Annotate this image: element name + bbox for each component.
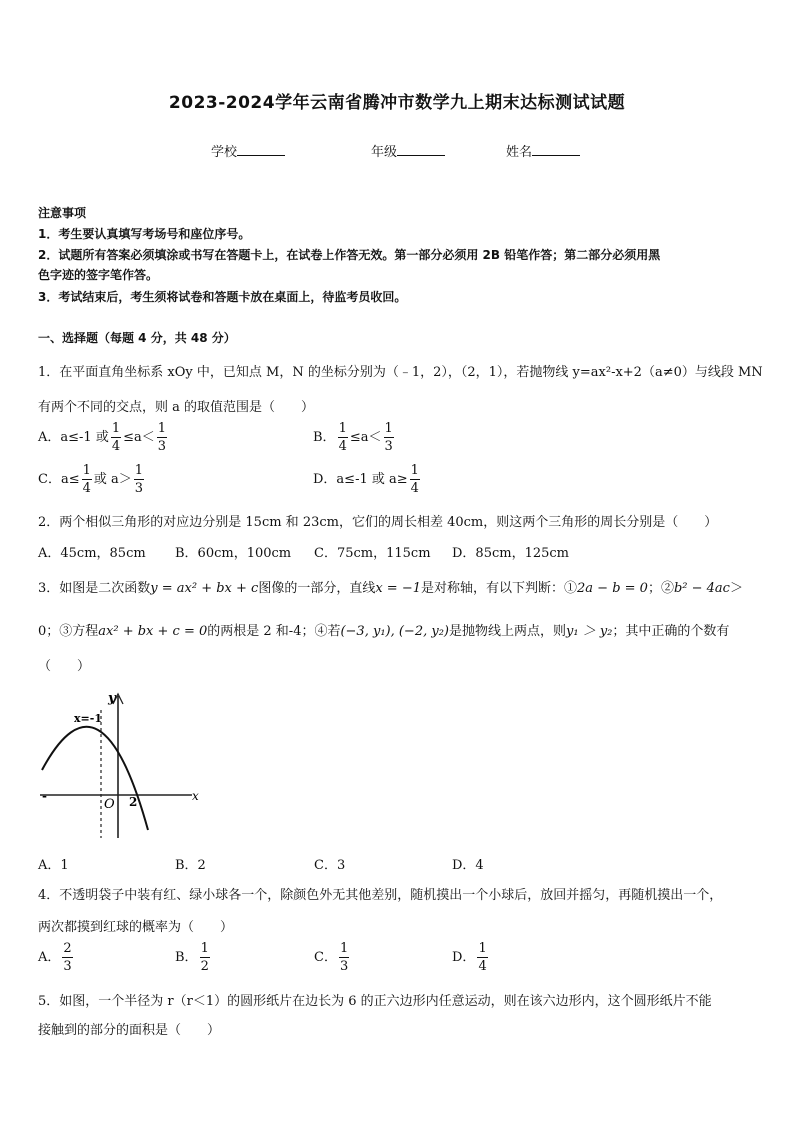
notice-item-2-cont: 色字迹的签字笔作答。 <box>38 268 159 282</box>
q4-stem-line2: 两次都摸到红球的概率为（ ） <box>38 920 234 935</box>
school-label: 学校 <box>211 145 238 160</box>
grade-field <box>371 141 445 160</box>
q2-option-c[interactable]: C．75cm，115cm <box>314 546 431 561</box>
q2-option-a[interactable]: A．45cm，85cm <box>38 546 146 561</box>
axis-equation-label: x=-1 <box>74 712 102 725</box>
school-blank <box>237 143 285 156</box>
q1-option-d[interactable]: D．a≤-1 或 a≥ $\frac{1}{4}$ <box>313 463 419 496</box>
q1-option-a[interactable]: A．a≤-1 或 $\frac{1}{4}$ ≤a＜ $\frac{1}{3}$ <box>38 421 167 454</box>
math-judgement-1: 2a − b = 0 <box>577 581 648 596</box>
math-axis: x = −1 <box>375 581 421 596</box>
q3-option-b[interactable]: B．2 <box>175 858 206 873</box>
grade-label: 年级 <box>371 145 398 160</box>
math-points: (−3, y₁), (−2, y₂) <box>340 624 449 639</box>
math-equation: ax² + bx + c = 0 <box>98 624 208 639</box>
q4-option-c[interactable]: C． $\frac{1}{3}$ <box>314 941 349 974</box>
fraction: $\frac{1}{4}$ <box>338 421 347 454</box>
fraction: $\frac{1}{4}$ <box>410 463 419 496</box>
x-axis-label: x <box>192 789 199 803</box>
q4-option-d[interactable]: D． $\frac{1}{4}$ <box>452 941 487 974</box>
fraction: $\frac{1}{3}$ <box>134 463 144 496</box>
notice-item-3: 3．考试结束后，考生须将试卷和答题卡放在桌面上，待监考员收回。 <box>38 290 407 304</box>
school-field <box>211 141 285 160</box>
q2-stem: 2．两个相似三角形的对应边分别是 15cm 和 23cm，它们的周长相差 40cm，则这两个三角形的周长分别是（ ） <box>38 515 718 530</box>
grade-blank <box>397 143 445 156</box>
q4-stem-line1: 4．不透明袋子中装有红、绿小球各一个，除颜色外无其他差别，随机摸出一个小球后，放回并摇匀，再随机摸出一个， <box>38 888 723 903</box>
name-field <box>506 141 580 160</box>
name-blank <box>532 143 580 156</box>
fraction: $\frac{1}{4}$ <box>478 941 487 974</box>
q5-stem-line2: 接触到的部分的面积是（ ） <box>38 1023 221 1038</box>
q3-stem-line2: 0；③方程ax² + bx + c = 0的两根是 2 和-4；④若(−3, y₁), (−2, y₂)是抛物线上两点，则y₁ ＞ y₂；其中正确的个数有 <box>38 624 730 639</box>
q2-option-d[interactable]: D．85cm，125cm <box>452 546 569 561</box>
q3-stem-line3: （ ） <box>38 659 91 674</box>
page-title: 2023-2024学年云南省腾冲市数学九上期末达标测试试题 <box>168 93 626 113</box>
notice-item-2: 2．试题所有答案必须填涂或书写在答题卡上，在试卷上作答无效。第一部分必须用 2B 铅笔作答；第二部分必须用黑 <box>38 248 661 262</box>
notice-item-1: 1．考生要认真填写考场号和座位序号。 <box>38 227 251 241</box>
fraction: $\frac{1}{4}$ <box>82 463 91 496</box>
fraction: $\frac{1}{2}$ <box>200 941 209 974</box>
notice-heading: 注意事项 <box>38 206 87 220</box>
name-label: 姓名 <box>506 145 533 160</box>
q3-option-c[interactable]: C．3 <box>314 858 346 873</box>
parabola-curve <box>42 727 148 830</box>
q1-option-b[interactable]: B． $\frac{1}{4}$ ≤a＜ $\frac{1}{3}$ <box>313 421 393 454</box>
fraction: $\frac{1}{4}$ <box>111 421 121 454</box>
q2-option-b[interactable]: B．60cm，100cm <box>175 546 292 561</box>
parabola-graph <box>34 690 204 840</box>
q3-stem-line1: 3．如图是二次函数y = ax² + bx + c图像的一部分，直线x = −1是对称轴，有以下判断：①2a − b = 0；②b² − 4ac＞ <box>38 581 743 596</box>
fraction: $\frac{1}{3}$ <box>157 421 167 454</box>
fraction: $\frac{2}{3}$ <box>63 941 72 974</box>
math-judgement-2: b² − 4ac <box>673 581 730 596</box>
section-heading: 一、选择题（每题 4 分，共 48 分） <box>38 331 236 345</box>
y-axis-label: y <box>108 691 116 706</box>
q3-option-d[interactable]: D．4 <box>452 858 484 873</box>
q5-stem-line1: 5．如图，一个半径为 r（r＜1）的圆形纸片在边长为 6 的正六边形内任意运动，则在该六边形内，这个圆形纸片不能 <box>38 994 712 1009</box>
fraction: $\frac{1}{3}$ <box>384 421 393 454</box>
math-function: y = ax² + bx + c <box>150 581 259 596</box>
origin-label: O <box>104 797 115 812</box>
root-label: 2 <box>129 795 138 809</box>
q1-stem-line1: 1．在平面直角坐标系 xOy 中，已知点 M，N 的坐标分别为（﹣1，2），（2，1），若抛物线 y=ax²-x+2（a≠0）与线段 MN <box>38 365 763 380</box>
q1-stem-line2: 有两个不同的交点，则 a 的取值范围是（ ） <box>38 400 315 415</box>
q3-option-a[interactable]: A．1 <box>38 858 69 873</box>
fraction: $\frac{1}{3}$ <box>339 941 349 974</box>
math-inequality: y₁ ＞ y₂ <box>566 624 613 639</box>
q4-option-b[interactable]: B． $\frac{1}{2}$ <box>175 941 209 974</box>
q4-option-a[interactable]: A． $\frac{2}{3}$ <box>38 941 72 974</box>
q1-option-c[interactable]: C．a≤ $\frac{1}{4}$ 或 a＞ $\frac{1}{3}$ <box>38 463 144 496</box>
left-mark: - <box>42 789 47 803</box>
